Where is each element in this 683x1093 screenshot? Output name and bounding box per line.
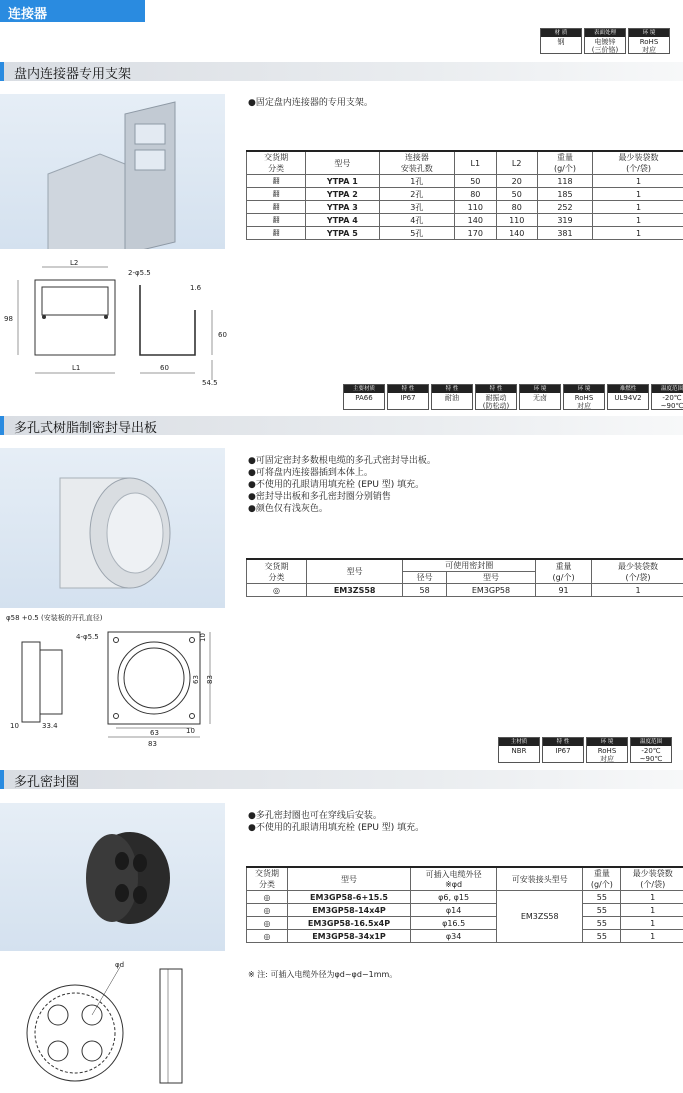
- table-cell: EM3GP58: [446, 584, 535, 597]
- table-cell: 185: [537, 188, 592, 201]
- col-header-4: L2: [496, 151, 537, 175]
- table-cell: ◎: [247, 930, 288, 943]
- table-row: [247, 584, 683, 597]
- col-diameter: 径号: [403, 572, 446, 584]
- gland-spec-6: [607, 384, 649, 410]
- dim-height-98: 98: [4, 315, 13, 323]
- dim-83-horizontal: 83: [148, 740, 157, 748]
- spec-label: 特 性: [388, 385, 428, 393]
- dim-width-60: 60: [160, 364, 169, 372]
- col-header-1: 型号: [306, 151, 379, 175]
- bullet-1: ●可将盘内连接器插到本体上。: [248, 468, 373, 478]
- col-connector: 可安装接头型号: [497, 867, 583, 891]
- dim-4-holes: 4-φ5.5: [76, 633, 99, 641]
- table-cell: EM3ZS58: [306, 584, 402, 597]
- seal-spec-badges: [498, 737, 672, 763]
- gland-spec-7: [651, 384, 683, 410]
- section-title-seal: 多孔密封圈: [0, 770, 683, 789]
- category-tab: 连接器: [0, 0, 145, 22]
- spec-label: 特 性: [432, 385, 472, 393]
- table-cell: 20: [496, 175, 537, 188]
- seal-description: [248, 810, 424, 834]
- table-cell: 5孔: [379, 227, 455, 240]
- table-cell: φ14: [411, 904, 497, 917]
- dim-10-top: 10: [199, 633, 207, 642]
- table-cell: 2孔: [379, 188, 455, 201]
- spec-label: 环 境: [520, 385, 560, 393]
- gland-spec-2: [431, 384, 473, 410]
- dim-height-60: 60: [218, 331, 227, 339]
- gland-spec-3: [475, 384, 517, 410]
- table-cell: YTPA 4: [306, 214, 379, 227]
- spec-value: 钢: [557, 38, 565, 46]
- spec-label: 温度范围: [631, 738, 671, 746]
- spec-label: 特 性: [476, 385, 516, 393]
- table-row: [247, 891, 683, 904]
- table-cell: 55: [583, 917, 621, 930]
- dim-33-4: 33.4: [42, 722, 58, 730]
- table-cell: 319: [537, 214, 592, 227]
- table-cell: 110: [496, 214, 537, 227]
- table-cell: 翻: [247, 214, 306, 227]
- spec-label: 材 质: [541, 29, 581, 37]
- spec-value: -20℃ ~90℃: [639, 747, 663, 763]
- table-cell: 1: [621, 904, 683, 917]
- spec-value: NBR: [511, 747, 527, 755]
- dim-l2: L2: [70, 259, 79, 267]
- col-class: 交货期 分类: [247, 867, 288, 891]
- table-cell: 110: [455, 201, 496, 214]
- seal-spec-3: [630, 737, 672, 763]
- section-title-gland-plate: 多孔式树脂制密封导出板: [0, 416, 683, 435]
- col-header-6: 最少装袋数 (个/袋): [593, 151, 683, 175]
- table-cell: 1: [621, 891, 683, 904]
- seal-spec-2: [586, 737, 628, 763]
- table-cell: 80: [455, 188, 496, 201]
- table-cell: 1: [591, 584, 683, 597]
- table-cell: 50: [455, 175, 496, 188]
- table-row: [247, 930, 683, 943]
- dim-83-vertical: 83: [206, 675, 214, 684]
- table-cell: EM3GP58-34x1P: [287, 930, 410, 943]
- table-cell: 翻: [247, 227, 306, 240]
- table-cell: 140: [455, 214, 496, 227]
- table-cell: ◎: [247, 904, 288, 917]
- table-cell: 翻: [247, 175, 306, 188]
- table-cell: 80: [496, 201, 537, 214]
- dim-l1: L1: [72, 364, 81, 372]
- bullet-0: ●可固定密封多数根电缆的多孔式密封导出板。: [248, 456, 436, 466]
- table-cell: 翻: [247, 188, 306, 201]
- table-cell: 381: [537, 227, 592, 240]
- col-header-2: 连接器 安装孔数: [379, 151, 455, 175]
- table-cell: 252: [537, 201, 592, 214]
- bullet-4: ●颜色仅有浅灰色。: [248, 504, 328, 514]
- table-cell: 1孔: [379, 175, 455, 188]
- bracket-illustration: [0, 94, 225, 249]
- col-seal-model: 型号: [446, 572, 535, 584]
- bullet-1: ●不使用的孔眼请用填充栓 (EPU 型) 填充。: [248, 823, 425, 833]
- table-cell: ◎: [247, 891, 288, 904]
- table-cell: YTPA 2: [306, 188, 379, 201]
- top-spec-badges: [540, 28, 670, 54]
- col-min-qty: 最少装袋数 (个/袋): [591, 559, 683, 584]
- dim-10-right: 10: [186, 727, 195, 735]
- spec-label: 特 性: [543, 738, 583, 746]
- dim-54-5: 54.5: [202, 379, 218, 387]
- table-cell: YTPA 1: [306, 175, 379, 188]
- seal-spec-1: [542, 737, 584, 763]
- bracket-table: [246, 150, 683, 240]
- table-row: [247, 201, 683, 214]
- dim-mounting-hole: φ58 +0.5 (安装板的开孔直径): [6, 614, 103, 622]
- spec-label: 环 境: [564, 385, 604, 393]
- dim-thickness: 1.6: [190, 284, 202, 292]
- bullet-2: ●不使用的孔眼请用填充栓 (EPU 型) 填充。: [248, 480, 425, 490]
- gland-spec-5: [563, 384, 605, 410]
- table-cell: 1: [593, 175, 683, 188]
- spec-value: IP67: [400, 394, 416, 402]
- seal-photo: [0, 803, 225, 951]
- col-model: 型号: [287, 867, 410, 891]
- connector-cell: EM3ZS58: [497, 891, 583, 943]
- dim-63-vertical: 63: [192, 675, 200, 684]
- bracket-dimension-drawing: [0, 255, 240, 390]
- table-row: [247, 214, 683, 227]
- table-cell: 1: [621, 930, 683, 943]
- table-cell: 170: [455, 227, 496, 240]
- dim-holes: 2-φ5.5: [128, 269, 151, 277]
- spec-label: 难燃性: [608, 385, 648, 393]
- gland-plate-illustration: [0, 448, 225, 608]
- spec-label: 主材质: [499, 738, 539, 746]
- gland-spec-0: [343, 384, 385, 410]
- table-cell: ◎: [247, 917, 288, 930]
- section-title-bracket: 盘内连接器专用支架: [0, 62, 683, 81]
- table-row: [247, 175, 683, 188]
- table-row: [247, 904, 683, 917]
- col-header-3: L1: [455, 151, 496, 175]
- table-cell: EM3GP58-14x4P: [287, 904, 410, 917]
- spec-label: 主要材质: [344, 385, 384, 393]
- col-class: 交货期 分类: [247, 559, 307, 584]
- spec-value: RoHS 对应: [574, 394, 594, 410]
- gland-plate-table: [246, 558, 683, 597]
- table-cell: YTPA 5: [306, 227, 379, 240]
- col-model: 型号: [306, 559, 402, 584]
- col-min-qty: 最少装袋数 (个/袋): [621, 867, 683, 891]
- spec-label: 环 境: [587, 738, 627, 746]
- spec-label: 温度范围: [652, 385, 683, 393]
- bullet-3: ●密封导出板和多孔密封圈分别销售: [248, 492, 391, 502]
- spec-value: UL94V2: [614, 394, 642, 402]
- bracket-photo: [0, 94, 225, 249]
- table-cell: 1: [593, 214, 683, 227]
- seal-note: ※ 注: 可插入电缆外径为φd~φd−1mm。: [248, 970, 398, 979]
- spec-value: 耐油: [445, 394, 459, 402]
- spec-value: RoHS 对应: [597, 747, 617, 763]
- col-weight: 重量 (g/个): [583, 867, 621, 891]
- table-cell: 55: [583, 930, 621, 943]
- seal-table: [246, 866, 683, 943]
- top-spec-2: [628, 28, 670, 54]
- bullet-0: ●多孔密封圈也可在穿线后安装。: [248, 811, 382, 821]
- spec-value: 耐振动 (防松动): [482, 394, 510, 410]
- spec-value: -20℃ ~90℃: [660, 394, 683, 410]
- table-cell: EM3GP58-16.5x4P: [287, 917, 410, 930]
- gland-spec-1: [387, 384, 429, 410]
- gland-plate-dimension-drawing: [0, 612, 240, 752]
- spec-value: IP67: [555, 747, 571, 755]
- top-spec-0: [540, 28, 582, 54]
- table-cell: 140: [496, 227, 537, 240]
- table-cell: 50: [496, 188, 537, 201]
- col-seal-group: 可使用密封圈: [403, 559, 536, 572]
- dim-phi-d: φd: [115, 961, 125, 969]
- seal-illustration: [0, 803, 225, 951]
- bracket-description: [248, 97, 373, 109]
- table-cell: φ34: [411, 930, 497, 943]
- table-row: [247, 188, 683, 201]
- col-weight: 重量 (g/个): [536, 559, 592, 584]
- top-spec-1: [584, 28, 626, 54]
- bullet-0: ●固定盘内连接器的专用支架。: [248, 98, 373, 108]
- dim-63-horizontal: 63: [150, 729, 159, 737]
- col-header-0: 交货期 分类: [247, 151, 306, 175]
- table-cell: EM3GP58-6+15.5: [287, 891, 410, 904]
- table-cell: ◎: [247, 584, 307, 597]
- spec-value: PA66: [355, 394, 373, 402]
- table-cell: φ6, φ15: [411, 891, 497, 904]
- spec-label: 表面处理: [585, 29, 625, 37]
- gland-plate-description: [248, 455, 436, 515]
- col-header-5: 重量 (g/个): [537, 151, 592, 175]
- seal-dimension-drawing: [0, 955, 240, 1093]
- table-cell: 55: [583, 904, 621, 917]
- spec-value: RoHS 对应: [639, 38, 659, 54]
- table-row: [247, 917, 683, 930]
- table-cell: 1: [593, 201, 683, 214]
- gland-plate-spec-badges: [343, 384, 683, 410]
- table-cell: 4孔: [379, 214, 455, 227]
- table-cell: 1: [621, 917, 683, 930]
- table-cell: 58: [403, 584, 446, 597]
- table-row: [247, 227, 683, 240]
- seal-spec-0: [498, 737, 540, 763]
- table-cell: 91: [536, 584, 592, 597]
- spec-value: 无卤: [533, 394, 547, 402]
- table-cell: YTPA 3: [306, 201, 379, 214]
- spec-label: 环 境: [629, 29, 669, 37]
- table-cell: 翻: [247, 201, 306, 214]
- dim-10-left: 10: [10, 722, 19, 730]
- table-cell: 3孔: [379, 201, 455, 214]
- table-cell: 118: [537, 175, 592, 188]
- gland-spec-4: [519, 384, 561, 410]
- table-cell: 1: [593, 227, 683, 240]
- col-cable-dia: 可插入电缆外径 ※φd: [411, 867, 497, 891]
- gland-plate-photo: [0, 448, 225, 608]
- table-cell: 1: [593, 188, 683, 201]
- table-cell: 55: [583, 891, 621, 904]
- table-cell: φ16.5: [411, 917, 497, 930]
- spec-value: 电镀锌 (三价铬): [591, 38, 619, 54]
